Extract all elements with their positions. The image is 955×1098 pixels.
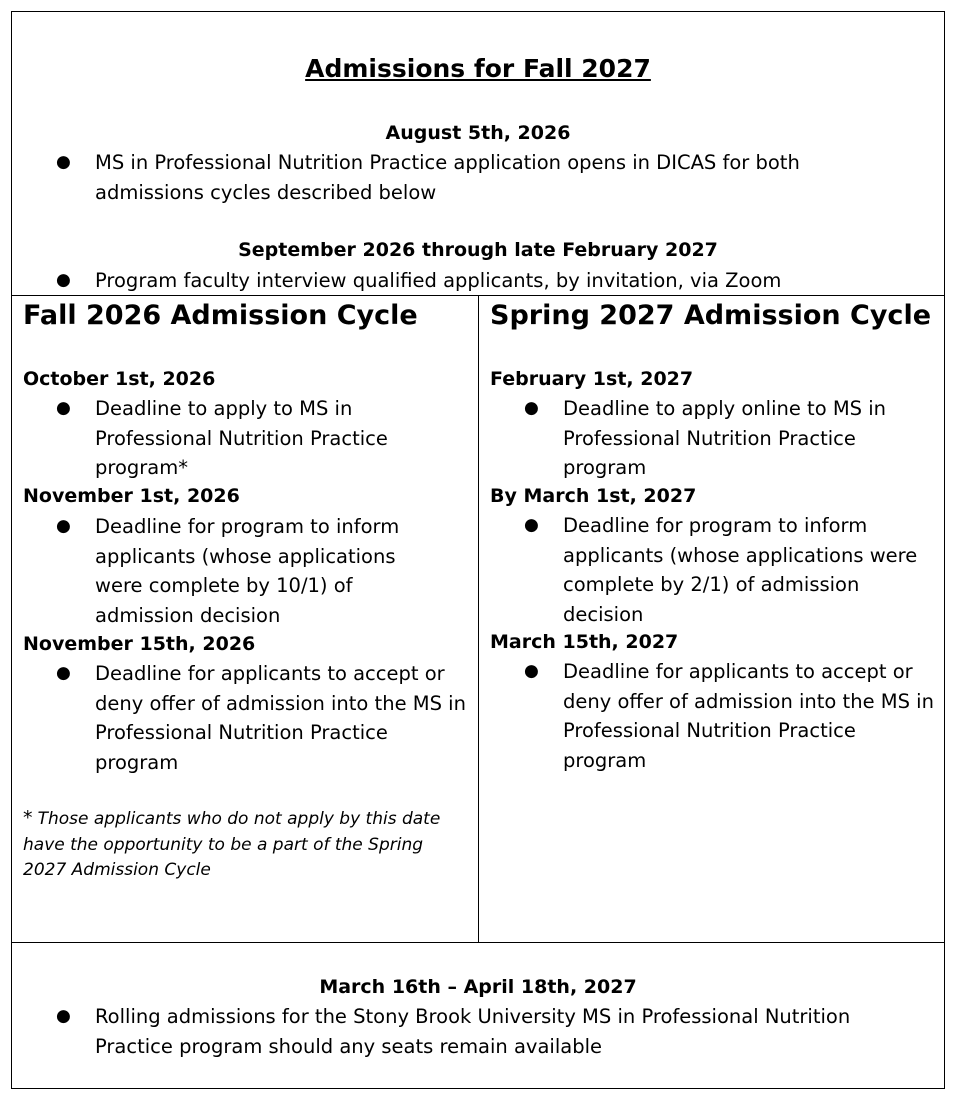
column-divider: [478, 295, 479, 942]
list-item-text: Rolling admissions for the Stony Brook University MS in Professional Nutrition Practice program should any seats remain available: [95, 1005, 851, 1058]
list-item-text: Deadline to apply online to MS in Professional Nutrition Practice program: [563, 397, 886, 479]
bullet-icon: ●: [56, 516, 71, 536]
list-item-text: Deadline for program to inform applicants (whose applications were complete by 10/1) of admission decision: [95, 515, 400, 627]
fall-date-october: October 1st, 2026: [23, 368, 216, 390]
top-date-august: August 5th, 2026: [385, 122, 571, 144]
bullet-icon: ●: [524, 515, 539, 535]
footnote-text: Those applicants who do not apply by this date have the opportunity to be a part of the Spring 2027 Admission Cycle: [23, 809, 441, 880]
list-item-text: Deadline for applicants to accept or deny offer of admission into the MS in Professional Nutrition Practice program: [563, 660, 934, 772]
top-date-september: September 2026 through late February 2027: [238, 239, 718, 261]
bullet-icon: ●: [56, 398, 71, 418]
admissions-document: [11, 11, 945, 1089]
bullet-icon: ●: [524, 398, 539, 418]
list-item-text: Deadline for applicants to accept or deny offer of admission into the MS in Professional Nutrition Practice program: [95, 662, 466, 774]
bullet-icon: ●: [56, 663, 71, 683]
bottom-date: March 16th – April 18th, 2027: [319, 976, 637, 998]
document-title: Admissions for Fall 2027: [305, 54, 651, 83]
spring-cycle-title: Spring 2027 Admission Cycle: [490, 300, 932, 331]
bullet-icon: ●: [56, 152, 71, 172]
list-item-text: Program faculty interview qualified applicants, by invitation, via Zoom: [95, 269, 782, 292]
fall-cycle-title: Fall 2026 Admission Cycle: [23, 300, 418, 331]
footnote-asterisk: *: [23, 807, 33, 829]
spring-date-march-1: By March 1st, 2027: [490, 485, 697, 507]
bullet-icon: ●: [56, 270, 71, 290]
fall-footnote: [23, 807, 468, 884]
list-item-text: Deadline to apply to MS in Professional Nutrition Practice program*: [95, 397, 388, 479]
list-item-text: MS in Professional Nutrition Practice application opens in DICAS for both admissions cycles described below: [95, 151, 800, 204]
spring-date-march-15: March 15th, 2027: [490, 631, 679, 653]
fall-date-november-1: November 1st, 2026: [23, 485, 240, 507]
fall-date-november-15: November 15th, 2026: [23, 633, 256, 655]
list-item-text: Deadline for program to inform applicants (whose applications were complete by 2/1) of admission decision: [563, 514, 918, 626]
spring-date-february: February 1st, 2027: [490, 368, 694, 390]
bullet-icon: ●: [524, 661, 539, 681]
divider-bottom: [12, 942, 944, 943]
bullet-icon: ●: [56, 1006, 71, 1026]
